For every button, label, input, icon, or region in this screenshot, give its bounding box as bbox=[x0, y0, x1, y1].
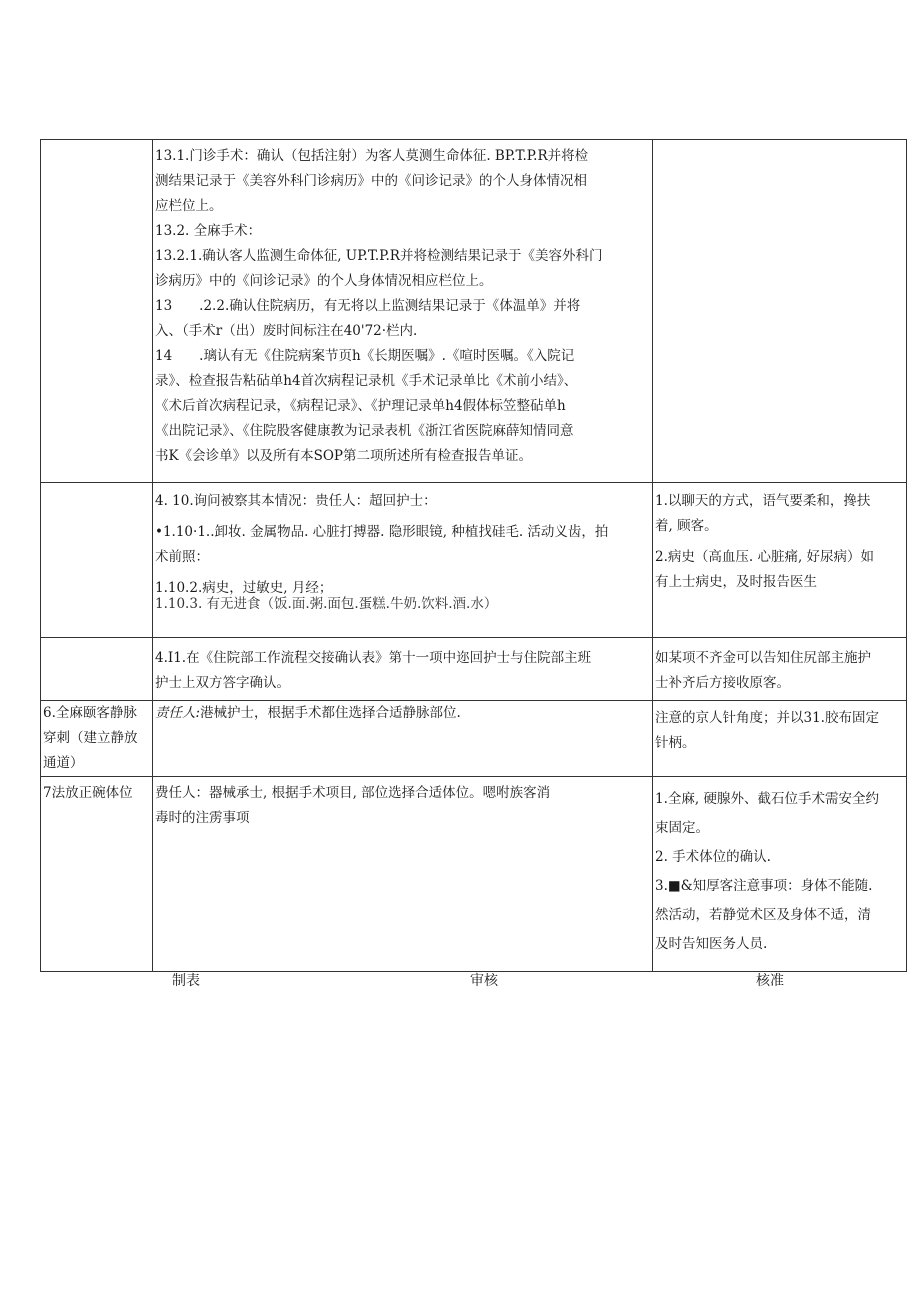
procedure-line: 测结果记录于《美容外科门诊病历》中的《问诊记录》的个人身体情况相 bbox=[155, 173, 587, 189]
procedure-line: 应栏位上。 bbox=[155, 198, 223, 214]
note-line: 如某项不齐金可以告知住尻部主施护 bbox=[655, 650, 871, 666]
procedure-line: 4.I1.在《住院部工作流程交接确认表》第十一项中迩回护士与住院部主班 bbox=[155, 650, 592, 666]
note-line: 1.全麻, 硬腺外、截石位手术需安全约 bbox=[655, 791, 879, 807]
procedure-line: 《出院记录》、《住院股客健康教为记录表机《浙江省医院麻薛知情同意 bbox=[155, 423, 574, 439]
step-label: 6.全麻颐客静脉穿刺（建立静放通道） bbox=[43, 705, 138, 771]
note-line: 注意的京人针角度；并以31.胶布固定 bbox=[655, 710, 879, 726]
notes-cell bbox=[653, 140, 907, 483]
step-cell bbox=[41, 140, 153, 483]
step-cell bbox=[41, 701, 153, 777]
procedure-line: 录》、检查报告粘砧单h4首次病程记录机《手术记录单比《术前小结》、 bbox=[155, 373, 578, 389]
note-line: 2. 手术体位的确认. bbox=[655, 849, 771, 865]
procedure-line: 书K《会诊单》以及所有本SOP第二项所述所有检查报告单证。 bbox=[155, 448, 532, 464]
responsible-label: 责任人: bbox=[155, 705, 201, 721]
note-line: 1.以聊天的方式，语气要柔和，搀扶 bbox=[655, 493, 871, 509]
table-row bbox=[41, 140, 907, 483]
step-cell bbox=[41, 777, 153, 972]
procedure-line: 诊病历》中的《问诊记录》的个人身体情况相应栏位上。 bbox=[155, 273, 493, 289]
step-label: 7法放正碗体位 bbox=[43, 785, 133, 801]
procedure-cell bbox=[153, 140, 653, 483]
procedure-line: 13.1.门诊手术：确认（包括注射）为客人莫测生命体征. BP.T.P.R并将检 bbox=[155, 148, 589, 164]
note-line: 有上士病史，及时报告医生 bbox=[655, 574, 817, 590]
procedure-cell bbox=[153, 638, 653, 701]
procedure-line: 13 .2.2.确认住院病历，有无将以上监测结果记录于《体温单》并将 bbox=[155, 298, 581, 314]
procedure-line: 责任人:港械护士，根据手术都住选择合适静脉部位. bbox=[155, 705, 461, 721]
procedure-line: 4. 10.询问被察其本情况：贵任人：超回护士： bbox=[155, 493, 437, 509]
note-line: 及时告知医务人员. bbox=[655, 936, 768, 952]
reviewed-by-label: 审核 bbox=[470, 973, 498, 989]
procedure-line: 1.10.2.病史，过敏史, 月经； bbox=[155, 580, 333, 596]
note-line: 针柄。 bbox=[655, 735, 696, 751]
table-row bbox=[41, 638, 907, 701]
procedure-line: 13.2. 全麻手术： bbox=[155, 223, 262, 239]
table-row bbox=[41, 483, 907, 638]
procedure-cell bbox=[153, 483, 653, 638]
made-by-label: 制表 bbox=[172, 973, 200, 989]
table-row bbox=[41, 701, 907, 777]
sop-table-container bbox=[40, 139, 906, 972]
procedure-line: 入、（手术r（出）废时间标注在40'72·栏内. bbox=[155, 323, 418, 339]
note-line: 束固定。 bbox=[655, 820, 709, 836]
procedure-line: 费任人：器械承士, 根据手术项目, 部位选择合适体位。嗯咐族客消 bbox=[155, 785, 551, 801]
note-line: 2.病史（高血压. 心脏痛, 好尿病）如 bbox=[655, 549, 875, 565]
procedure-line: 13.2.1.确认客人监测生命体征, UP.T.P.R并将检测结果记录于《美容外科门 bbox=[155, 248, 603, 264]
procedure-line: 《术后首次病程记录，《病程记录》、《护理记录单h4假体标笠整砧单h bbox=[155, 398, 566, 414]
note-line: 士补齐后方接收原客。 bbox=[655, 675, 790, 691]
procedure-line: 14 .璃认有无《住院病案节页h《长期医嘱》.《喧时医嘱。《入院记 bbox=[155, 348, 575, 364]
notes-cell bbox=[653, 638, 907, 701]
procedure-cell bbox=[153, 777, 653, 972]
notes-cell bbox=[653, 701, 907, 777]
step-cell bbox=[41, 638, 153, 701]
truncated-line: 1.10.3. 有无进食（饭.面.粥.面包.蛋糕.牛奶.饮料.酒.水） bbox=[155, 596, 498, 612]
approved-by-label: 核准 bbox=[756, 973, 784, 989]
procedure-line: 毒时的注雳事项 bbox=[155, 810, 250, 826]
procedure-line: 术前照： bbox=[155, 549, 209, 565]
sop-table bbox=[40, 139, 907, 972]
notes-cell bbox=[653, 777, 907, 972]
procedure-line: 护士上双方答字确认。 bbox=[155, 675, 290, 691]
note-line: 着, 顾客。 bbox=[655, 518, 718, 534]
table-row bbox=[41, 777, 907, 972]
procedure-line: •1.10·1..卸妆. 金属物品. 心脏打搏器. 隐形眼镜, 种植找硅毛. 活动义齿，拍 bbox=[155, 524, 609, 540]
procedure-cell bbox=[153, 701, 653, 777]
step-cell bbox=[41, 483, 153, 638]
note-line: 然活动，若静觉术区及身体不适，清 bbox=[655, 907, 871, 923]
note-line: 3.■&知厚客注意事项：身体不能随. bbox=[655, 878, 873, 894]
notes-cell bbox=[653, 483, 907, 638]
